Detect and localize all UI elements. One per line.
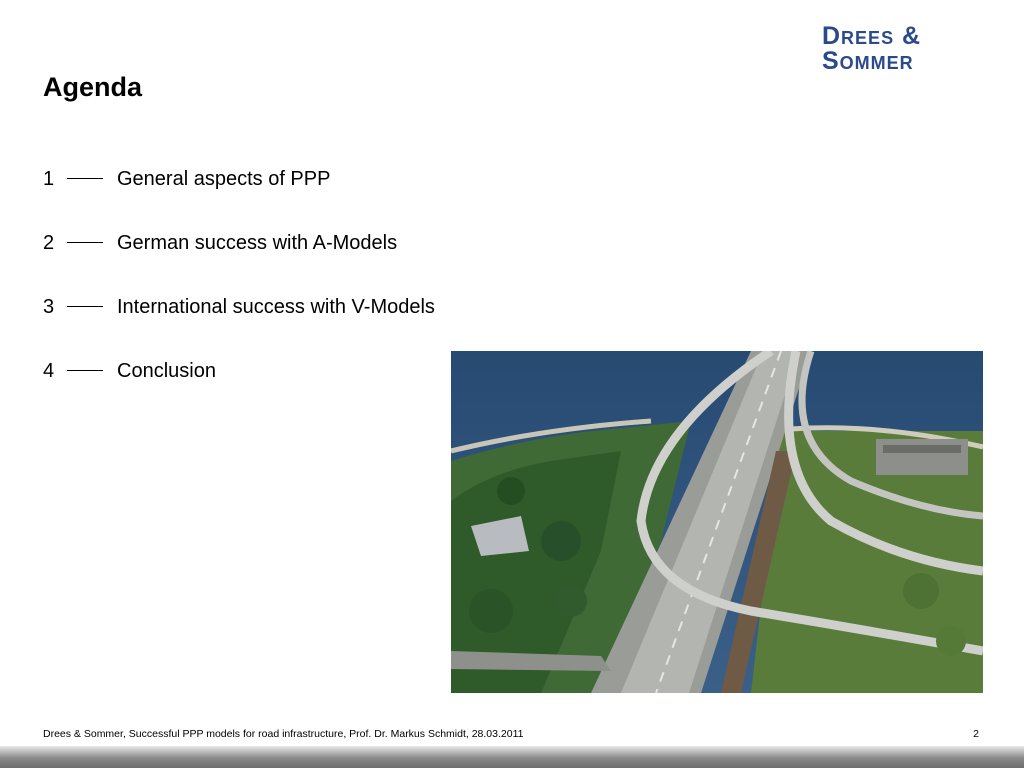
logo-line-2: Sommer bbox=[822, 47, 914, 75]
slide-title: Agenda bbox=[43, 72, 143, 102]
agenda-item-label: German success with A-Models bbox=[117, 232, 398, 254]
agenda-item-label: Conclusion bbox=[117, 360, 216, 382]
agenda-item-number: 1 bbox=[43, 168, 55, 190]
agenda-dash bbox=[67, 306, 103, 307]
agenda-dash bbox=[67, 370, 103, 371]
agenda-list bbox=[43, 166, 435, 422]
footer-text: Drees & Sommer, Successful PPP models for road infrastructure, Prof. Dr. Markus Schmidt, 28.03.2011 bbox=[43, 728, 524, 740]
page-number: 2 bbox=[973, 728, 979, 740]
drees-sommer-logo bbox=[822, 24, 984, 74]
agenda-item-number: 3 bbox=[43, 296, 55, 318]
agenda-item bbox=[43, 358, 435, 422]
logo-line-1: Drees & bbox=[822, 22, 922, 50]
agenda-item-number: 2 bbox=[43, 232, 55, 254]
agenda-item bbox=[43, 166, 435, 230]
agenda-item bbox=[43, 294, 435, 358]
agenda-dash bbox=[67, 178, 103, 179]
highway-interchange-photo bbox=[451, 351, 983, 693]
agenda-item-label: General aspects of PPP bbox=[117, 168, 331, 190]
agenda-item-number: 4 bbox=[43, 360, 55, 382]
bottom-bar bbox=[0, 746, 1024, 768]
agenda-item bbox=[43, 230, 435, 294]
agenda-dash bbox=[67, 242, 103, 243]
agenda-item-label: International success with V-Models bbox=[117, 296, 435, 318]
